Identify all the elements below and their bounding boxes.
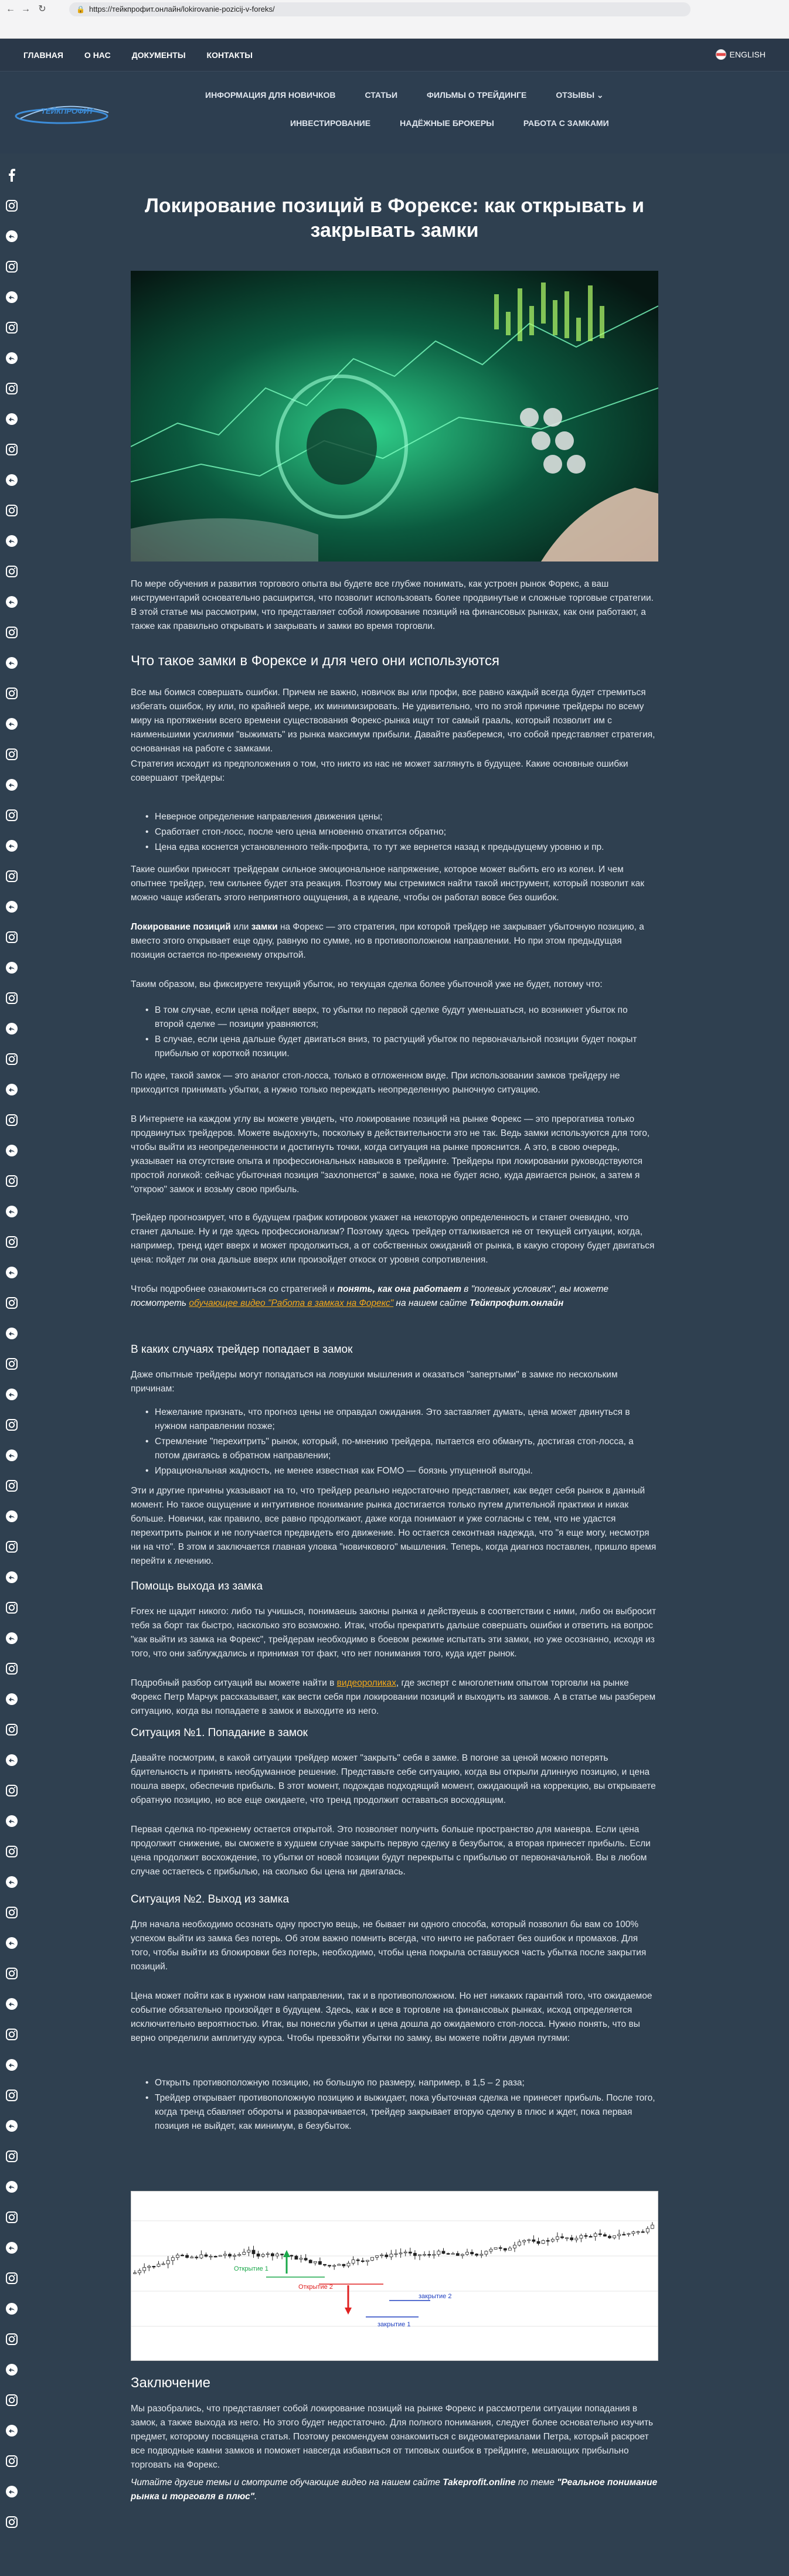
- candle-body: [266, 2254, 269, 2255]
- instagram-icon[interactable]: [4, 2148, 20, 2165]
- nav-contacts[interactable]: КОНТАКТЫ: [206, 50, 253, 60]
- section-heading-1: Что такое замки в Форексе и для чего они используются: [131, 653, 500, 669]
- candle-body: [342, 2264, 345, 2266]
- candle-body: [186, 2255, 189, 2258]
- share-icon[interactable]: [4, 472, 20, 488]
- candle-body: [138, 2271, 141, 2273]
- instagram-icon[interactable]: [4, 1843, 20, 1860]
- paragraph-18: Мы разобрались, что представляет собой локирование позиций на рынке Форекс и рассмотрели ситуации попадания в замок, а также выхода из него. Но этого будет недостаточно. Для полного понимания, следует более основательно изучить предмет, которому посвящена статья. Поэтому рекомендуем ознакомиться с видеоматериалами Петра, который раскроет все подводные камни замков и поможет навсегда избавиться от типовых ошибок в трейдинге, мешающих прибыльно торговать на Форекс.: [131, 2404, 654, 2470]
- candle-body: [419, 2255, 421, 2256]
- emphasis-text: понять, как она работает: [337, 1284, 461, 1294]
- candle-body: [281, 2254, 284, 2255]
- candle-body: [134, 2273, 137, 2274]
- candle-body: [276, 2254, 279, 2256]
- candle-body: [641, 2232, 644, 2233]
- candle-body: [295, 2256, 298, 2259]
- candle-body: [347, 2263, 350, 2266]
- text-span: на Форекс — это стратегия, при которой трейдер не закрывает убыточную позицию, а вместо этого открывает еще одну, равную по сумме, но в противоположном направлении. Но при этом предыдущая позиция остается по-прежнему открытой.: [131, 922, 644, 960]
- nav-about[interactable]: О НАС: [84, 50, 111, 60]
- candle-body: [148, 2266, 151, 2267]
- share-icon[interactable]: [4, 2483, 20, 2500]
- label-close-1: закрытие 1: [378, 2321, 411, 2328]
- emphasis-text: по теме: [515, 2478, 557, 2487]
- candle-body: [152, 2266, 155, 2267]
- paragraph-14: Давайте посмотрим, в какой ситуации трейдер может "закрыть" себя в замке. В погоне за ценой можно потерять бдительность и принять необдуманное решение. Представьте себе ситуацию, когда вы открыли длинную позицию, и цена пошла вверх, обеспечив прибыль. В этот момент, подождав подходящий момент, ожидающий на коррекцию, вы открываете обратную позицию, но все еще ожидаете, что тренд продолжит оставаться восходящим.: [131, 1753, 656, 1805]
- instagram-icon[interactable]: [4, 441, 20, 458]
- candle-body: [575, 2238, 578, 2240]
- candle-body: [229, 2254, 232, 2256]
- candle-body: [556, 2237, 559, 2239]
- instagram-icon[interactable]: [4, 868, 20, 884]
- candle-body: [447, 2254, 450, 2255]
- candle-body: [171, 2258, 174, 2261]
- paragraph-8: Трейдер прогнозирует, что в будущем график котировок укажет на некоторую определенность и станет очевидно, что станет дальше. Ну и где здесь профессионализм? Поэтому здесь трейдер отталкивается не от текущей ситуации, когда, например, тренд идет вверх и может продолжиться, а от собственных ожиданий от рынка, в какую сторону будет двигаться цена: пойдет ли она дальше вверх или произойдет откоск от уровня сопротивления.: [131, 1213, 655, 1265]
- menu-reviews[interactable]: ОТЗЫВЫ ⌄: [556, 90, 604, 100]
- label-open-1: Открытие 1: [234, 2265, 268, 2272]
- instagram-icon[interactable]: [4, 563, 20, 580]
- candle-body: [328, 2265, 331, 2267]
- candle-body: [637, 2232, 640, 2233]
- candle-body: [366, 2260, 369, 2261]
- candle-body: [314, 2261, 317, 2263]
- reload-icon[interactable]: ↻: [38, 4, 46, 14]
- candle-body: [437, 2251, 440, 2254]
- instagram-icon[interactable]: [4, 2331, 20, 2347]
- share-icon[interactable]: [4, 838, 20, 854]
- share-icon[interactable]: [4, 594, 20, 610]
- instagram-icon[interactable]: [4, 1417, 20, 1433]
- share-icon[interactable]: [4, 1264, 20, 1281]
- list-item: • В случае, если цена дальше будет двигаться вниз, то растущий убыток по первоначальной позиции будет покрыт прибылью от короткой позиции.: [145, 1033, 658, 1061]
- paragraph-1: Все мы боимся совершать ошибки. Причем не важно, новичок вы или профи, все равно каждый всегда будет стремиться избегать ошибок, ну или, по крайней мере, их минимизировать. Не удивительно, что по этой причине трейдеры по всему миру на протяжении всего времени существования Форекс-рынка ищут тот самый грааль, который позволит им с наименьшими усилиями "выжимать" из рынка максимум прибыли. Давайте разберемся, что собой представляет стратегия, основанная на работе с замками.: [131, 688, 655, 754]
- list-item: • Сработает стоп-лосс, после чего цена мгновенно откатится обратно;: [145, 825, 658, 839]
- candle-body: [399, 2253, 402, 2254]
- lock-term-bold: замки: [251, 922, 278, 932]
- instagram-icon[interactable]: [4, 1478, 20, 1494]
- emphasis-text: на нашем сайте: [393, 1298, 470, 1308]
- instagram-icon[interactable]: [4, 380, 20, 397]
- candle-body: [309, 2260, 312, 2263]
- outcomes-list: [145, 1003, 658, 1062]
- flag-icon: [716, 49, 726, 60]
- candle-body: [589, 2236, 592, 2237]
- instagram-icon[interactable]: [4, 1173, 20, 1189]
- list-item: • Открыть противоположную позицию, но большую по размеру, например, в 1,5 – 2 раза;: [145, 2076, 658, 2090]
- subheading-1: В каких случаях трейдер попадает в замок: [131, 1343, 353, 1356]
- share-icon[interactable]: [4, 777, 20, 793]
- candle-body: [561, 2237, 564, 2238]
- candle-body: [598, 2234, 601, 2235]
- share-icon[interactable]: [4, 2422, 20, 2439]
- hero-image: [131, 271, 658, 562]
- errors-list: [145, 810, 658, 856]
- text-span: Подробный разбор ситуаций вы можете найти в: [131, 1678, 337, 1688]
- candle-body: [195, 2257, 198, 2258]
- share-icon[interactable]: [4, 1081, 20, 1098]
- paragraph-4: [131, 920, 658, 962]
- share-icon[interactable]: [4, 1813, 20, 1829]
- nav-documents[interactable]: ДОКУМЕНТЫ: [131, 50, 186, 60]
- candle-body: [475, 2254, 478, 2255]
- candle-body: [651, 2225, 654, 2228]
- conclusion-heading: Заключение: [131, 2375, 210, 2391]
- paragraph-2: Стратегия исходит из предположения о том, что никто из нас не может заглянуть в будущее. Какие основные ошибки совершают трейдеры:: [131, 759, 628, 783]
- up-arrow-head-icon: [283, 2250, 290, 2257]
- candle-body: [461, 2254, 464, 2255]
- subheading-2: Помощь выхода из замка: [131, 1580, 263, 1592]
- candle-body: [537, 2241, 540, 2243]
- candle-body: [214, 2256, 217, 2257]
- instagram-icon[interactable]: [4, 2026, 20, 2043]
- candle-body: [623, 2234, 625, 2235]
- share-icon[interactable]: [4, 2057, 20, 2073]
- paragraph-15: Первая сделка по-прежнему остается открытой. Это позволяет получить больше пространство для маневра. Если цена продолжит снижение, вы сможете в худшем случае закрыть первую сделку в безубыток, а вторая принесет прибыль. Если цена продолжит восхождение, то убытки от новой позиции будут перекрыты с прибылью от первоначальной. Вы в любом случае остаетесь с прибылью, на сколько бы цена ни двигалась.: [131, 1825, 651, 1877]
- facebook-icon[interactable]: [4, 167, 20, 183]
- share-icon[interactable]: [4, 1325, 20, 1342]
- candle-body: [324, 2264, 327, 2265]
- instagram-icon[interactable]: [4, 2270, 20, 2286]
- candle-body: [356, 2260, 359, 2261]
- article-title: Локирование позиций в Форексе: как открывать и закрывать замки: [144, 195, 645, 241]
- candle-body: [442, 2251, 445, 2254]
- candle-body: [485, 2251, 488, 2254]
- candle-body: [608, 2236, 611, 2238]
- menu-brokers[interactable]: НАДЁЖНЫЕ БРОКЕРЫ: [400, 118, 494, 128]
- lock-icon: 🔒: [76, 5, 85, 13]
- share-icon[interactable]: [4, 1020, 20, 1037]
- share-icon[interactable]: [4, 1874, 20, 1890]
- instagram-icon[interactable]: [4, 990, 20, 1006]
- subheading-4: Ситуация №2. Выход из замка: [131, 1893, 290, 1905]
- language-label: ENGLISH: [729, 50, 766, 59]
- instagram-icon[interactable]: [4, 319, 20, 336]
- share-icon[interactable]: [4, 228, 20, 244]
- candle-body: [219, 2255, 222, 2257]
- candle-body: [290, 2255, 293, 2257]
- share-icon[interactable]: [4, 959, 20, 976]
- candle-body: [532, 2240, 535, 2241]
- candle-body: [176, 2255, 179, 2257]
- emphasis-text: в "полевых условиях", вы можете посмотреть: [131, 1284, 608, 1308]
- candle-body: [385, 2255, 388, 2257]
- candle-body: [338, 2264, 341, 2265]
- top-nav: [23, 39, 253, 72]
- candle-body: [209, 2256, 212, 2257]
- logo-text: ТЕЙКПРОФИТ: [41, 107, 94, 115]
- instagram-icon[interactable]: [4, 2514, 20, 2530]
- instagram-icon[interactable]: [4, 1721, 20, 1738]
- instagram-icon[interactable]: [4, 1234, 20, 1250]
- instagram-icon[interactable]: [4, 1904, 20, 1921]
- candle-body: [376, 2256, 379, 2258]
- list-item: • Стремление "перехитрить" рынок, который, по-мнению трейдера, пытается его обмануть, достигая стоп-лосса, а потом двигаясь в обратном направлении;: [145, 1435, 658, 1463]
- candle-body: [646, 2228, 649, 2232]
- share-icon[interactable]: [4, 2361, 20, 2378]
- instagram-icon[interactable]: [4, 746, 20, 763]
- menu-films[interactable]: ФИЛЬМЫ О ТРЕЙДИНГЕ: [427, 90, 527, 100]
- candle-body: [223, 2254, 226, 2255]
- paragraph-6: По идее, такой замок — это аналог стоп-лосса, только в отложенном виде. При использовании замков трейдеру не приходится принимать убытки, а нужно только переждать неопределенную рыночную ситуацию.: [131, 1071, 620, 1095]
- candle-body: [409, 2252, 411, 2253]
- candle-body: [200, 2255, 203, 2258]
- paragraph-10: Даже опытные трейдеры могут попадаться на ловушки мышления и оказаться "запертыми" в замке по нескольким причинам:: [131, 1370, 618, 1394]
- list-item: • Цена едва коснется установленного тейк-профита, то тут же вернется назад к предыдущему уровню и пр.: [145, 840, 658, 855]
- candle-body: [551, 2240, 554, 2241]
- instagram-icon[interactable]: [4, 1539, 20, 1555]
- share-icon[interactable]: [4, 1630, 20, 1646]
- candle-body: [499, 2248, 502, 2249]
- share-icon[interactable]: [4, 1935, 20, 1951]
- paragraph-16: Для начала необходимо осознать одну простую вещь, не бывает ни одного способа, который позволил бы вам со 100% успехом выйти из замка без потерь. Об этом важно помнить всегда, что ничто не работает без ошибок и промахов. Для того, чтобы выйти из блокировки без потерь, необходимо, чтобы цена покрыла оставшуюся часть убытка после закрытия позиций.: [131, 1920, 647, 1972]
- share-icon[interactable]: [4, 716, 20, 732]
- forward-icon[interactable]: →: [21, 4, 30, 14]
- share-icon[interactable]: [4, 1447, 20, 1464]
- candle-body: [451, 2254, 454, 2255]
- list-item: • В том случае, если цена пойдет вверх, то убытки по первой сделке будут уменьшаться, но возникнет убыток по второй сделке — позиции уравняются;: [145, 1003, 658, 1032]
- candle-body: [456, 2254, 459, 2256]
- candle-body: [300, 2258, 302, 2259]
- candle-body: [566, 2238, 569, 2239]
- share-icon[interactable]: [4, 533, 20, 549]
- share-icon[interactable]: [4, 1386, 20, 1403]
- paragraph-7: В Интернете на каждом углу вы можете увидеть, что локирование позиций на рынке Форекс — это прерогатива только продвинутых трейдеров. Можете выдохнуть, поскольку в действительности это не так. Ведь замки используются для того, чтобы выйти из неопределенности и достигнуть точки, когда ситуация на рынке прояснится. А это, в свою очередь, указывает на отсутствие опыта и профессиональных навыков в трейдинге. Трейдеры при локировании руководствуются простой логикой: сейчас убыточная позиция "захлопнется" в замке, пока не будет ясно, куда двигается рынок, а затем я "открою" замок и возьму свою прибыль.: [131, 1114, 650, 1195]
- candle-body: [603, 2235, 606, 2237]
- site-name: Takeprofit.online: [443, 2478, 516, 2487]
- url-text: https://тейкпрофит.онлайн/lokirovanie-pozicij-v-foreks/: [89, 5, 275, 13]
- candle-body: [243, 2252, 246, 2255]
- candle-body: [632, 2232, 635, 2234]
- instagram-icon[interactable]: [4, 258, 20, 275]
- candle-body: [361, 2261, 364, 2262]
- topic-name: "Реальное понимание рынка и торговля в плюс": [131, 2478, 658, 2502]
- share-icon[interactable]: [4, 1142, 20, 1159]
- share-icon[interactable]: [4, 1569, 20, 1585]
- instagram-icon[interactable]: [4, 1356, 20, 1372]
- browser-toolbar: [0, 0, 789, 39]
- candle-body: [423, 2254, 426, 2255]
- instagram-icon[interactable]: [4, 2209, 20, 2225]
- menu-row-2: [290, 118, 609, 128]
- paragraph-11: Эти и другие причины указывают на то, что трейдер реально недостаточно представляет, как ведет себя рынок в данный момент. Но такое ощущение и интуитивное понимание рынка достигается только путем длительной практики и никак больше. Новички, как правило, все равно продолжают, даже когда понимают и уже согласны с тем, что не удастся перехитрить рынок и не получается предвидеть его движение. Но остается секонтная надежда, что "я еще могу, несмотря ни на что". В этом и заключается главная уловка "новичкового" мышления. Теперь, когда диагноз поставлен, пришло время перейти к лечению.: [131, 1486, 657, 1566]
- instagram-icon[interactable]: [4, 198, 20, 214]
- instagram-icon[interactable]: [4, 1600, 20, 1616]
- share-icon[interactable]: [4, 2118, 20, 2134]
- candle-body: [166, 2261, 169, 2264]
- candle-body: [162, 2264, 165, 2265]
- share-icon[interactable]: [4, 655, 20, 671]
- candle-body: [627, 2234, 630, 2235]
- instagram-icon[interactable]: [4, 1782, 20, 1799]
- candle-body: [181, 2255, 184, 2256]
- paragraph-13: [131, 1676, 658, 1719]
- candle-body: [271, 2254, 274, 2256]
- candle-body: [238, 2254, 241, 2255]
- candle-body: [352, 2260, 355, 2264]
- instagram-icon[interactable]: [4, 2392, 20, 2408]
- candle-body: [257, 2254, 260, 2256]
- menu-beginners[interactable]: ИНФОРМАЦИЯ ДЛЯ НОВИЧКОВ: [205, 90, 336, 100]
- share-icon[interactable]: [4, 289, 20, 305]
- videos-link[interactable]: видеороликах: [336, 1678, 396, 1688]
- candle-body: [191, 2257, 193, 2258]
- candle-body: [247, 2250, 250, 2252]
- down-arrow-head-icon: [345, 2308, 352, 2315]
- candle-body: [371, 2257, 374, 2260]
- exit-methods-list: [145, 2076, 658, 2135]
- candle-body: [318, 2261, 321, 2264]
- share-icon[interactable]: [4, 1691, 20, 1707]
- share-icon[interactable]: [4, 2179, 20, 2195]
- candle-body: [542, 2241, 545, 2244]
- emphasis-text: .: [254, 2492, 257, 2502]
- top-bar: [0, 39, 789, 72]
- candle-body: [143, 2268, 146, 2271]
- paragraph-3: Такие ошибки приносят трейдерам сильное эмоциональное напряжение, которое может выбить его из колеи. И чем опытнее трейдер, тем сильнее будет эта реакция. Поэтому мы стремимся найти такой инструмент, который позволит как можно чаще избегать этого неприятного ощущения, а в идеале, чтобы он работал вовсе без ошибок.: [131, 865, 645, 903]
- paragraph-17: Цена может пойти как в нужном нам направлении, так и в противоположном. Но нет никаких гарантий того, что ожидаемое событие обязательно произойдет в будущем. Здесь, как и все в торговле на финансовых рынках, исход определяется исключительно вероятностью. Итак, вы понесли убытки и цена дошла до ожидаемого стоп-лосса. Нужно понять, что вы верно определили амплитуду курса. Чтобы превзойти убытки по замку, вы можете пойти двумя путями:: [131, 1991, 652, 2043]
- candle-body: [394, 2254, 397, 2255]
- video-link[interactable]: обучающее видео "Работа в замках на Форекс": [189, 1298, 394, 1308]
- text-span: или: [230, 922, 251, 932]
- site-name: Тейкпрофит.онлайн: [470, 1298, 564, 1308]
- paragraph-19: [131, 2476, 658, 2504]
- trading-photo-icon: [131, 271, 658, 562]
- instagram-icon[interactable]: [4, 685, 20, 702]
- list-item: • Неверное определение направления движения цены;: [145, 810, 658, 824]
- instagram-icon[interactable]: [4, 1051, 20, 1067]
- candle-body: [404, 2252, 407, 2253]
- candle-body: [205, 2255, 208, 2257]
- candle-body: [513, 2245, 516, 2248]
- share-icon[interactable]: [4, 2301, 20, 2317]
- candle-body: [413, 2253, 416, 2255]
- instagram-icon[interactable]: [4, 1295, 20, 1311]
- candle-body: [304, 2258, 307, 2260]
- candlestick-chart-icon: [131, 2192, 658, 2361]
- share-icon[interactable]: [4, 1996, 20, 2012]
- candle-body: [508, 2248, 511, 2250]
- share-icon[interactable]: [4, 2240, 20, 2256]
- candle-body: [252, 2250, 255, 2254]
- intro-paragraph: По мере обучения и развития торгового опыта вы будете все глубже понимать, как устроен рынок Форекс, а ваш инструментарий основательно расширится, что позволит использовать более продвинутые и сложные торговые стратегии. В этой статье мы рассмотрим, что представляет собой локирование позиций на финансовых рынках, как они работают, а также как правильно открывать и закрывать и замки во время торговли.: [131, 579, 654, 631]
- nav-home[interactable]: ГЛАВНАЯ: [23, 50, 63, 60]
- share-icon[interactable]: [4, 899, 20, 915]
- share-icon[interactable]: [4, 1752, 20, 1768]
- paragraph-9: [131, 1282, 658, 1311]
- candle-body: [233, 2255, 236, 2257]
- candle-body: [489, 2249, 492, 2251]
- back-icon[interactable]: ←: [6, 4, 15, 14]
- candle-body: [157, 2264, 160, 2267]
- candle-body: [528, 2240, 530, 2241]
- subheading-3: Ситуация №1. Попадание в замок: [131, 1727, 308, 1739]
- candle-body: [618, 2234, 621, 2236]
- emphasis-text: Читайте другие темы и смотрите обучающие видео на нашем сайте: [131, 2478, 443, 2487]
- candle-body: [594, 2234, 597, 2237]
- instagram-icon[interactable]: [4, 929, 20, 945]
- list-item: • Нежелание признать, что прогноз цены не оправдал ожидания. Это заставляет думать, цена может двинуться в нужном направлении позже;: [145, 1406, 658, 1434]
- paragraph-5: Таким образом, вы фиксируете текущий убыток, но текущая сделка более убыточной уже не будет, потому что:: [131, 979, 603, 989]
- candle-body: [433, 2254, 436, 2255]
- candle-body: [494, 2248, 497, 2250]
- candle-body: [390, 2254, 393, 2257]
- candle-body: [504, 2248, 506, 2250]
- candle-body: [471, 2252, 474, 2254]
- share-icon[interactable]: [4, 350, 20, 366]
- url-bar[interactable]: [69, 2, 691, 16]
- menu-investing[interactable]: ИНВЕСТИРОВАНИЕ: [290, 118, 371, 128]
- candlestick-chart-image: [131, 2191, 658, 2361]
- paragraph-12: Forex не щадит никого: либо ты учишься, понимаешь законы рынка и действуешь в соответствии с ними, либо он выбросит тебя за борт так быстро, насколько это возможно. Итак, чтобы прекратить дальше совершать ошибки и ответить на вопрос "как выйти из замка на Форекс", трейдерам необходимо в боевом режиме испытать эти замки, но уже осознанно, исходя из того, что они заблуждались и принимая тот факт, что нет понимания того, куда идет рынок.: [131, 1607, 657, 1659]
- share-icon[interactable]: [4, 411, 20, 427]
- text-span: , где эксперт с многолетним опытом торговли на рынке Форекс Петр Марчук рассказывает, как вести себя при локировании позиций и выходить из замков. А в статье мы разберем ситуацию, когда вы попадаете в замок и выходите из него.: [131, 1678, 656, 1716]
- list-item: • Иррациональная жадность, не менее известная как FOMO — боязнь упущенной выгоды.: [145, 1464, 658, 1478]
- candle-body: [380, 2255, 383, 2256]
- instagram-icon[interactable]: [4, 624, 20, 641]
- candle-body: [428, 2254, 431, 2255]
- instagram-icon[interactable]: [4, 2453, 20, 2469]
- candle-body: [333, 2265, 336, 2267]
- candle-body: [546, 2241, 549, 2242]
- candle-body: [613, 2236, 616, 2238]
- instagram-icon[interactable]: [4, 502, 20, 519]
- text-span: Чтобы подробнее ознакомиться со стратегией и: [131, 1284, 338, 1294]
- candle-body: [580, 2235, 583, 2238]
- candle-body: [480, 2254, 483, 2255]
- instagram-icon[interactable]: [4, 1112, 20, 1128]
- label-open-2: Открытие 2: [298, 2284, 333, 2291]
- instagram-icon[interactable]: [4, 1965, 20, 1982]
- language-switch[interactable]: [716, 49, 766, 60]
- instagram-icon[interactable]: [4, 2087, 20, 2104]
- instagram-icon[interactable]: [4, 807, 20, 823]
- menu-articles[interactable]: СТАТЬИ: [365, 90, 398, 100]
- instagram-icon[interactable]: [4, 1660, 20, 1677]
- candle-body: [261, 2254, 264, 2256]
- menu-row-1: [205, 90, 604, 100]
- share-icon[interactable]: [4, 1508, 20, 1524]
- candle-body: [523, 2240, 526, 2242]
- list-item: • Трейдер открывает противоположную позицию и выжидает, пока убыточная сделка не принесет прибыль. После того, когда тренд сбавляет обороты и разворачивается, трейдер закрывает вторую сделку в плюс и ждет, пока первая позиция не выйдет, как минимум, в безубыток.: [145, 2091, 658, 2133]
- label-close-2: закрытие 2: [419, 2293, 452, 2300]
- candle-body: [466, 2252, 469, 2255]
- menu-locks[interactable]: РАБОТА С ЗАМКАМИ: [523, 118, 609, 128]
- share-icon[interactable]: [4, 1203, 20, 1220]
- main-nav: [0, 72, 789, 154]
- candle-body: [570, 2238, 573, 2240]
- candle-body: [584, 2235, 587, 2237]
- candle-body: [518, 2242, 521, 2245]
- lock-term-bold: Локирование позиций: [131, 922, 231, 932]
- reasons-list: [145, 1406, 658, 1479]
